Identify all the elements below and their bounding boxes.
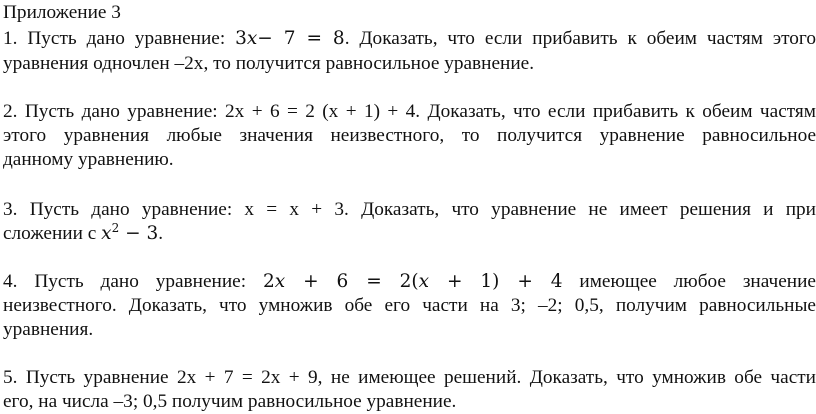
task-3-line-2: сложении с 𝑥$^2$ − 3. [3,221,164,244]
task-3-lead: сложении с [3,223,102,244]
task-3-line-1: 3. Пусть дано уравнение: x = x + 3. Доказать, что уравнение не имеет решения и при [3,199,816,220]
task-4-line-1 [3,270,816,294]
task-1-text: . Доказать, что если прибавить к обеим частям этого [344,28,816,49]
task-4-line-2: неизвестного. Доказать, что умножив обе его части на 3; –2; 0,5, получим равносильные [3,295,816,316]
task-4-line-3: уравнения. [3,319,94,340]
task-2-line-2: этого уравнения любые значения неизвестного, то получится уравнение равносильное [3,125,816,146]
task-1-line-1 [3,27,816,51]
task-2-line-1: 2. Пусть дано уравнение: 2x + 6 = 2 (x + 1) + 4. Доказать, что если прибавить к обеим частям [3,101,816,122]
document-title: Приложение 3 [3,2,121,23]
task-5-line-2: его, на числа –3; 0,5 получим равносильное уравнение. [3,391,457,412]
task-3-formula: 𝑥$^2$ − 3 [101,221,159,244]
task-1-line-2: уравнения одночлен –2x, то получится равносильное уравнение. [3,53,535,74]
task-4-formula: 2𝑥 + 6 = 2(𝑥 + 1) + 4 [262,271,563,292]
task-5-line-1: 5. Пусть уравнение 2x + 7 = 2x + 9, не имеющее решений. Доказать, что умножив обе части [3,367,816,388]
task-4-text: имеющее любое значение [562,271,816,292]
task-1-lead: 1. Пусть дано уравнение: [3,28,236,49]
task-2-line-3: данному уравнению. [3,149,174,170]
task-1-formula: 3𝑥− 7 = 8 [235,28,345,49]
task-4-lead: 4. Пусть дано уравнение: [3,271,263,292]
